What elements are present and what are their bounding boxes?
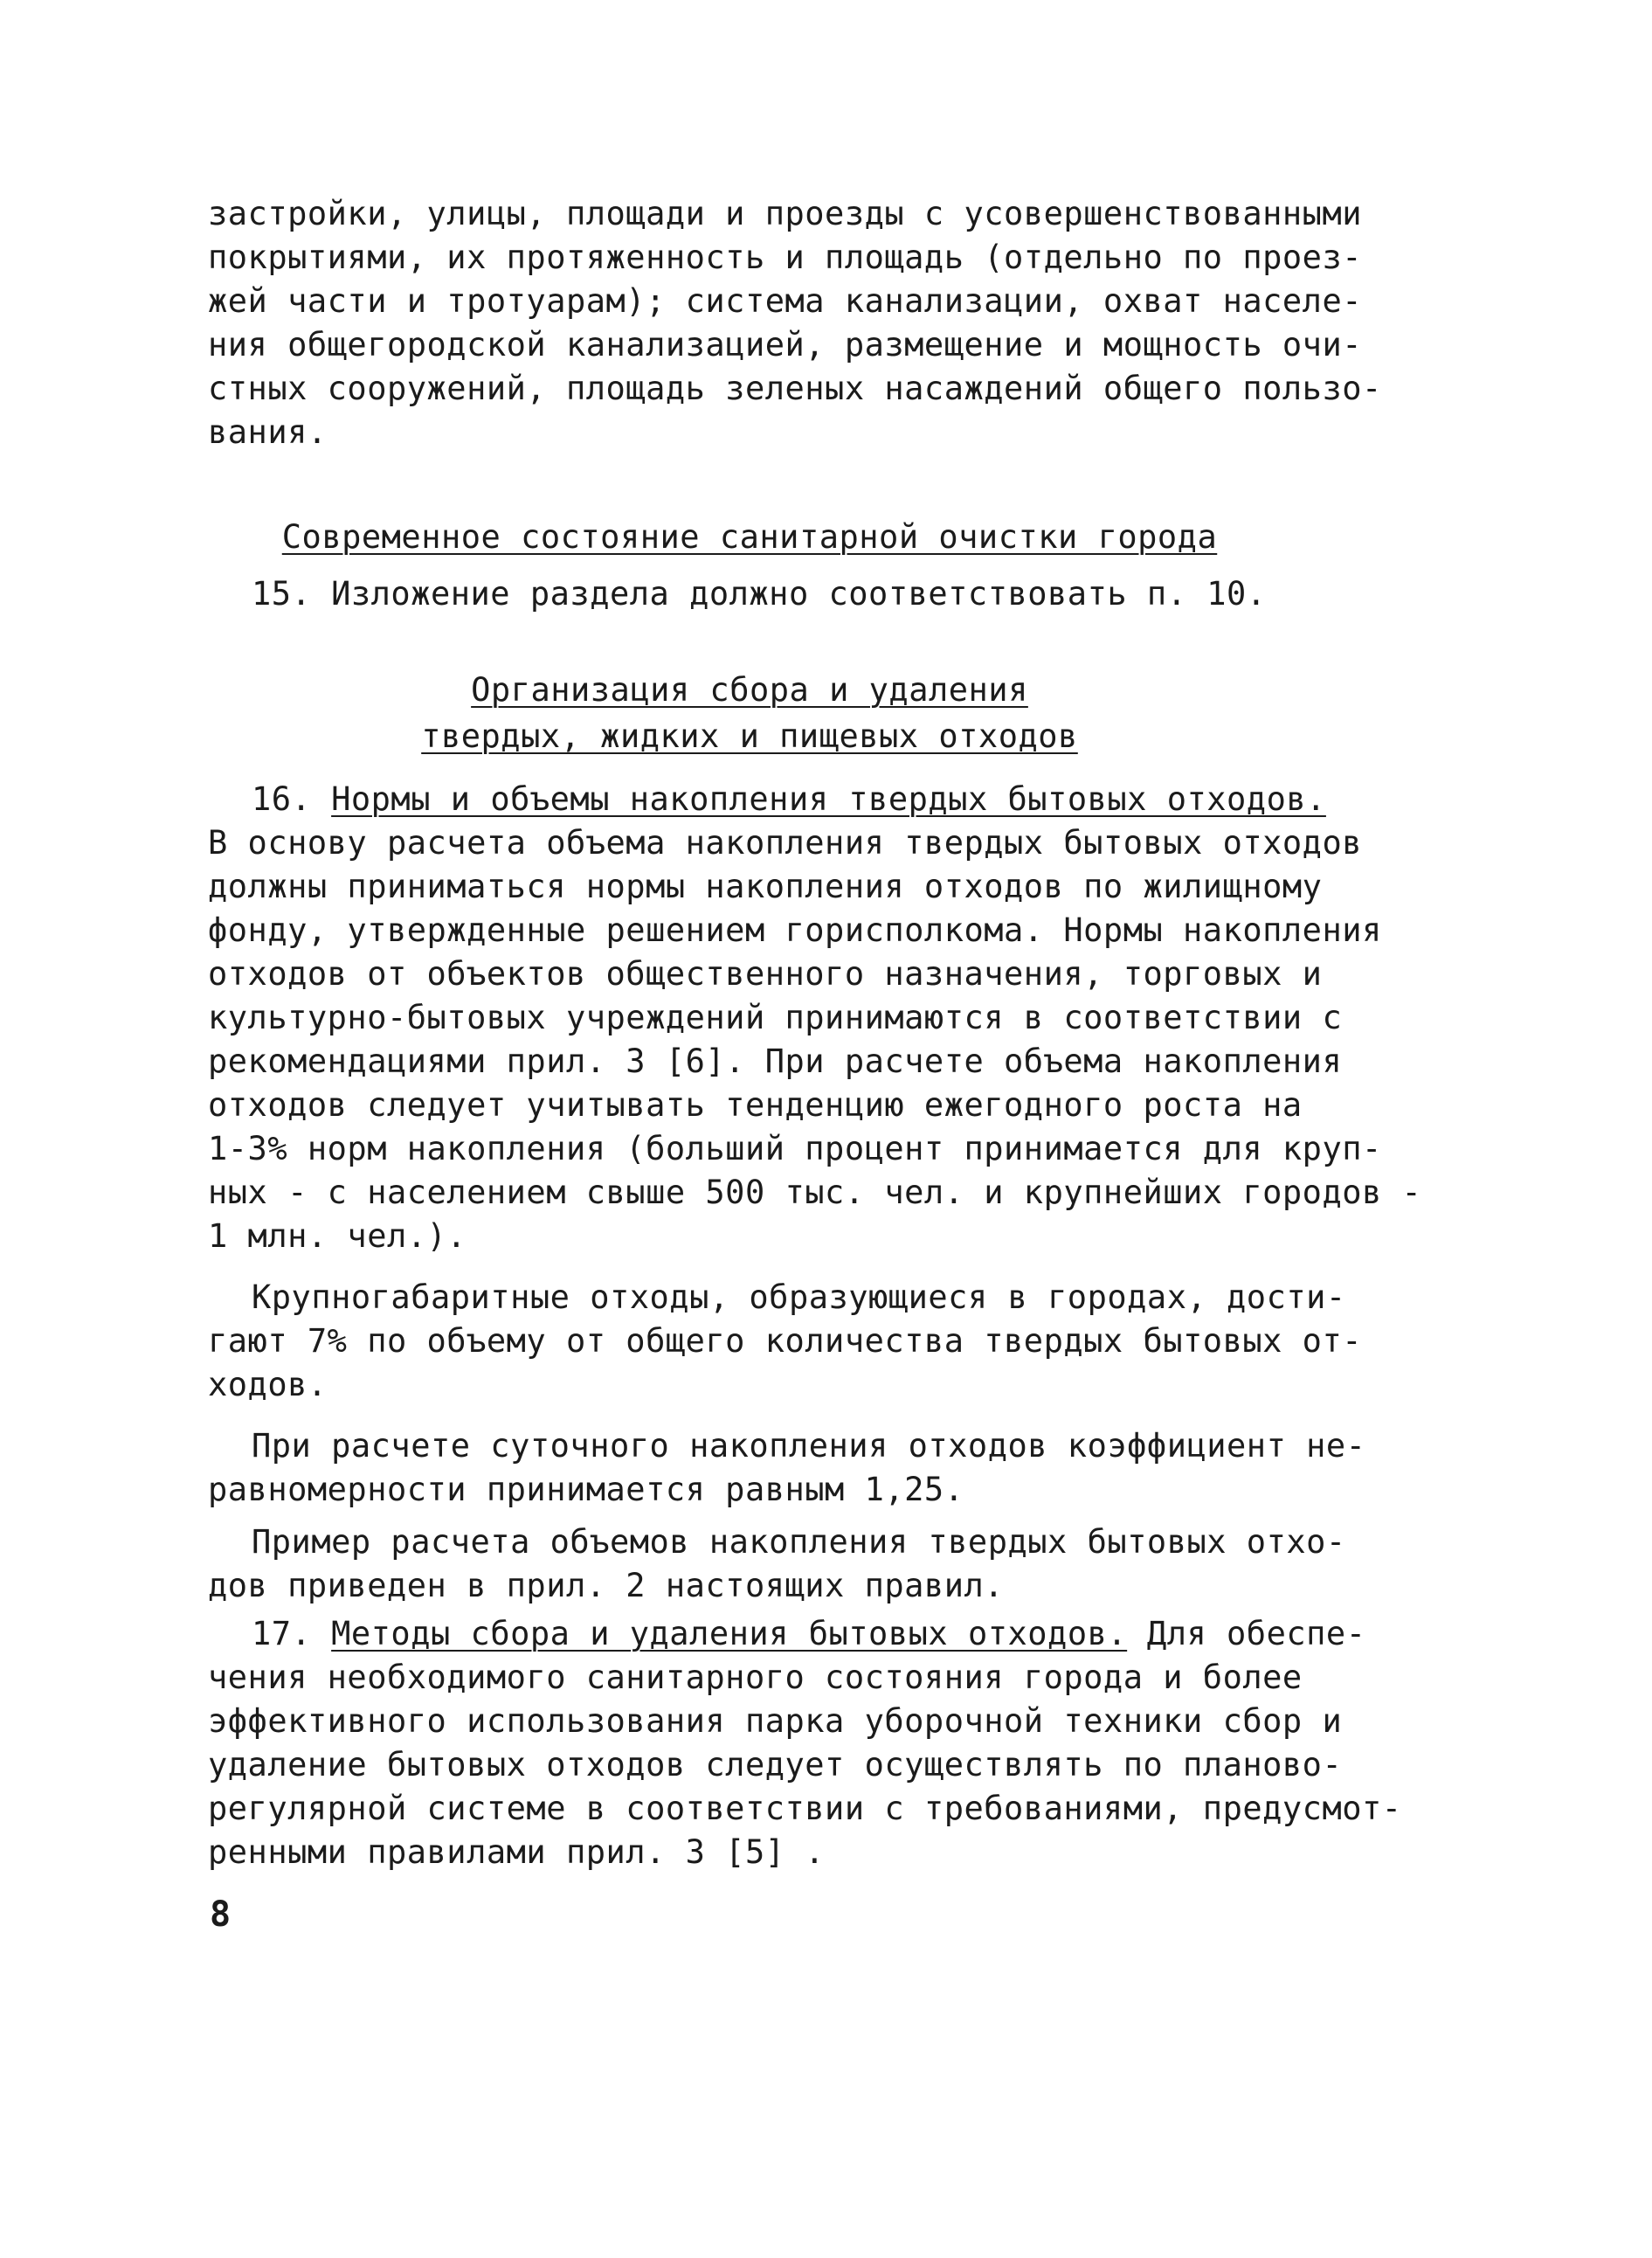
section-16-line-6: рекомендациями прил. 3 [6]. При расчете объема накопления — [208, 1042, 1343, 1080]
section-17-number: 17. — [252, 1615, 312, 1652]
section-15-heading — [208, 516, 1291, 559]
section-15-heading-text: Современное состояние санитарной очистки города — [281, 518, 1218, 556]
section-16-para2-line-3: ходов. — [208, 1366, 328, 1403]
section-15-text: 15. Изложение раздела должно соответствовать п. 10. — [252, 575, 1267, 613]
section-16-line-1: В основу расчета объема накопления твердых бытовых отходов — [208, 824, 1363, 862]
intro-line-1: застройки, улицы, площади и проезды с усовершенствованными — [208, 195, 1363, 232]
section-16-line-2: должны приниматься нормы накопления отходов по жилищному — [208, 868, 1323, 905]
section-16-subheading: Нормы и объемы накопления твердых бытовых отходов. — [331, 780, 1326, 818]
section-17-subheading: Методы сбора и удаления бытовых отходов. — [331, 1615, 1128, 1652]
section-16-para2-line-1: Крупногабаритные отходы, образующиеся в городах, дости- — [252, 1278, 1346, 1316]
section-16-para3-line-2: равномерности принимается равным 1,25. — [208, 1471, 964, 1508]
page-number: 8 — [210, 1894, 232, 1935]
intro-line-5: стных сооружений, площадь зеленых насаждений общего пользо- — [208, 370, 1382, 407]
section-17-line-2: эффективного использования парка уборочной техники сбор и — [208, 1702, 1343, 1740]
section-16-first-line — [252, 778, 1326, 821]
section-16-heading-line-2 — [208, 715, 1291, 758]
section-16-para3-line-1: При расчете суточного накопления отходов коэффициент не- — [252, 1427, 1366, 1465]
intro-line-3: жей части и тротуарам); система канализации, охват населе- — [208, 282, 1363, 320]
section-16-heading-1-text: Организация сбора и удаления — [471, 671, 1028, 709]
intro-line-2: покрытиями, их протяженность и площадь (отдельно по проез- — [208, 239, 1363, 276]
section-16-line-4: отходов от объектов общественного назначения, торговых и — [208, 955, 1323, 993]
section-17-line-5: ренными правилами прил. 3 [5] . — [208, 1833, 826, 1871]
section-17-first-line — [252, 1612, 1365, 1656]
section-16-line-10: 1 млн. чел.). — [208, 1217, 467, 1255]
section-17-line-1: чения необходимого санитарного состояния города и более — [208, 1659, 1303, 1696]
section-17-first-line-rest: Для обеспе- — [1127, 1615, 1366, 1652]
section-16-para4-line-2: дов приведен в прил. 2 настоящих правил. — [208, 1567, 1005, 1604]
section-16-line-9: ных - с населением свыше 500 тыс. чел. и крупнейших городов - — [208, 1174, 1422, 1211]
section-16-para4-line-1: Пример расчета объемов накопления твердых бытовых отхо- — [252, 1523, 1346, 1561]
section-16-line-5: культурно-бытовых учреждений принимаются в соответствии с — [208, 999, 1343, 1036]
intro-line-4: ния общегородской канализацией, размещение и мощность очи- — [208, 326, 1363, 364]
section-16-number: 16. — [252, 780, 312, 818]
section-17-line-3: удаление бытовых отходов следует осуществлять по планово- — [208, 1746, 1343, 1784]
section-16-line-7: отходов следует учитывать тенденцию ежегодного роста на — [208, 1086, 1303, 1124]
section-16-heading-line-1 — [208, 668, 1291, 712]
section-16-para2-line-2: гают 7% по объему от общего количества твердых бытовых от- — [208, 1322, 1363, 1360]
section-16-line-8: 1-3% норм накопления (больший процент принимается для круп- — [208, 1130, 1382, 1167]
section-16-line-3: фонду, утвержденные решением горисполкома. Нормы накопления — [208, 911, 1382, 949]
section-17-line-4: регулярной системе в соответствии с требованиями, предусмот- — [208, 1790, 1402, 1827]
section-16-heading-2-text: твердых, жидких и пищевых отходов — [421, 717, 1078, 755]
intro-line-6: вания. — [208, 413, 328, 451]
